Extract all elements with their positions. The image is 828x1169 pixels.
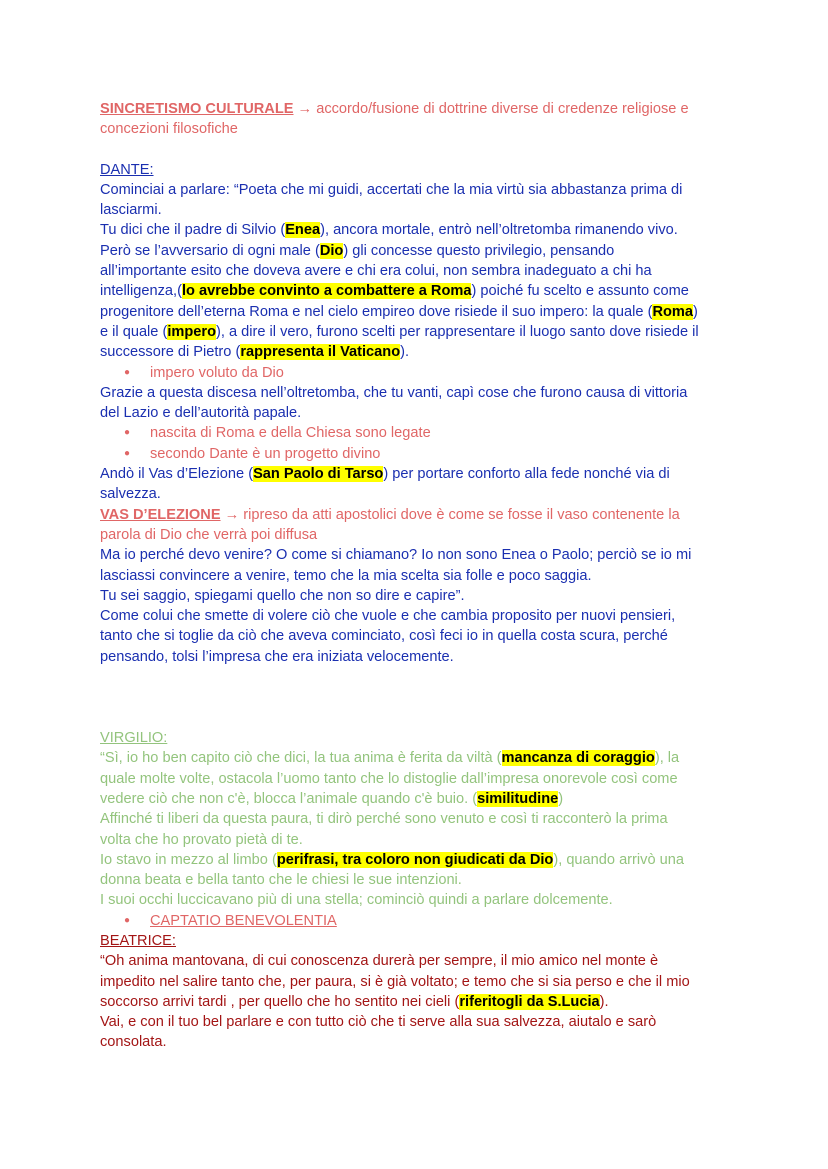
dante-line: progenitore dell’eterna Roma e nel cielo empireo dove risiede il suo impero: la quale (Roma) [100, 303, 698, 320]
bullet-item: ● CAPTATIO BENEVOLENTIA [100, 911, 740, 931]
vas-definition-cont: parola di Dio che verrà poi diffusa [100, 526, 318, 543]
dante-line: intelligenza,(lo avrebbe convinto a combattere a Roma) poiché fu scelto e assunto come [100, 283, 689, 300]
beatrice-line: impedito nel salire tanto che, per paura, si è già voltato; e temo che si sia perso e che il mio [100, 973, 690, 990]
dante-line: Però se l’avversario di ogni male (Dio) gli concesse questo privilegio, pensando [100, 242, 615, 259]
virgilio-line: vedere ciò che non c'è, blocca l’animale quando c'è buio. (similitudine) [100, 790, 564, 807]
dante-line: Tu dici che il padre di Silvio (Enea), ancora mortale, entrò nell’oltretomba rimanendo vivo. [100, 222, 678, 239]
beatrice-heading: BEATRICE: [100, 932, 176, 949]
dante-line: del Lazio e dell’autorità papale. [100, 405, 302, 422]
dante-heading: DANTE: [100, 161, 154, 178]
virgilio-line: Io stavo in mezzo al limbo (perifrasi, tra coloro non giudicati da Dio), quando arrivò una [100, 851, 684, 868]
document-body [100, 99, 740, 1053]
dante-line: tanto che si toglie da ciò che aveva cominciato, così feci io in quella costa scura, perché [100, 628, 668, 645]
beatrice-line: “Oh anima mantovana, di cui conoscenza durerà per sempre, il mio amico nel monte è [100, 953, 659, 970]
dante-line: e il quale (impero), a dire il vero, furono scelti per rappresentare il luogo santo dove risiede il [100, 323, 699, 340]
highlight-lucia: riferitogli da S.Lucia [459, 993, 600, 1010]
dante-line: salvezza. [100, 486, 161, 503]
beatrice-line: soccorso arrivi tardi , per quello che ho sentito nei cieli (riferitogli da S.Lucia). [100, 993, 609, 1010]
dante-line: successore di Pietro (rappresenta il Vaticano). [100, 344, 410, 361]
sincretismo-definition: SINCRETISMO CULTURALE → accordo/fusione di dottrine diverse di credenze religiose e [100, 101, 689, 117]
dante-line: pensando, tolsi l’impresa che era iniziata velocemente. [100, 648, 454, 665]
dante-line: Grazie a questa discesa nell’oltretomba, che tu vanti, capì cose che furono causa di vittoria [100, 384, 688, 401]
virgilio-line: “Sì, io ho ben capito ciò che dici, la tua anima è ferita da viltà (mancanza di coraggio), la [100, 750, 680, 767]
dante-line: Tu sei saggio, spiegami quello che non so dire e capire”. [100, 587, 465, 604]
highlight-perifrasi: perifrasi, tra coloro non giudicati da Dio [276, 851, 554, 868]
bullet-item: ● secondo Dante è un progetto divino [100, 444, 740, 464]
dante-line: lasciarmi. [100, 202, 162, 219]
bullet-item: ● impero voluto da Dio [100, 363, 740, 383]
bullet-item: ● nascita di Roma e della Chiesa sono legate [100, 423, 740, 443]
sincretismo-title: SINCRETISMO CULTURALE [100, 101, 294, 117]
dante-line: lasciassi convincere a venire, temo che la mia scelta sia folle e poco saggia. [100, 567, 592, 584]
highlight-impero: impero [167, 323, 216, 340]
beatrice-line: Vai, e con il tuo bel parlare e con tutto ciò che ti serve alla sua salvezza, aiutalo e sarò [100, 1014, 657, 1031]
dante-line: Ma io perché devo venire? O come si chiamano? Io non sono Enea o Paolo; perciò se io mi [100, 547, 692, 564]
beatrice-line: consolata. [100, 1034, 167, 1051]
virgilio-line: volta che ho provato pietà di te. [100, 831, 303, 848]
virgilio-heading: VIRGILIO: [100, 730, 168, 747]
dante-line: all’importante esito che doveva avere e chi era colui, non sembra inadeguato a chi ha [100, 263, 652, 280]
vas-definition: VAS D’ELEZIONE → ripreso da atti apostolici dove è come se fosse il vaso contenente la [100, 506, 680, 523]
highlight-dio: Dio [319, 242, 344, 259]
highlight-roma-combattere: lo avrebbe convinto a combattere a Roma [181, 283, 472, 300]
virgilio-notes [100, 911, 740, 931]
dante-line: Cominciai a parlare: “Poeta che mi guidi, accertati che la mia virtù sia abbastanza prima di [100, 181, 683, 198]
highlight-enea: Enea [285, 222, 321, 239]
dante-notes-1 [100, 363, 740, 383]
virgilio-line: donna beata e bella tanto che le chiesi le sue intenzioni. [100, 872, 462, 889]
virgilio-line: quale molte volte, ostacola l’uomo tanto che lo distoglie dall’impresa onorevole così come [100, 770, 678, 787]
sincretismo-definition-cont: concezioni filosofiche [100, 121, 238, 138]
highlight-coraggio: mancanza di coraggio [501, 750, 655, 767]
virgilio-line: I suoi occhi luccicavano più di una stella; cominciò quindi a parlare dolcemente. [100, 892, 613, 909]
highlight-san-paolo: San Paolo di Tarso [253, 466, 384, 483]
virgilio-line: Affinché ti liberi da questa paura, ti dirò perché sono venuto e così ti racconterò la prima [100, 811, 668, 828]
highlight-roma: Roma [652, 303, 693, 320]
vas-title: VAS D’ELEZIONE [100, 506, 221, 523]
dante-notes-2 [100, 423, 740, 464]
dante-line: Come colui che smette di volere ciò che vuole e che cambia proposito per nuovi pensieri, [100, 608, 676, 625]
dante-line: Andò il Vas d’Elezione (San Paolo di Tarso) per portare conforto alla fede nonché via di [100, 466, 670, 483]
highlight-similitudine: similitudine [477, 790, 559, 807]
highlight-vaticano: rappresenta il Vaticano [240, 344, 401, 361]
